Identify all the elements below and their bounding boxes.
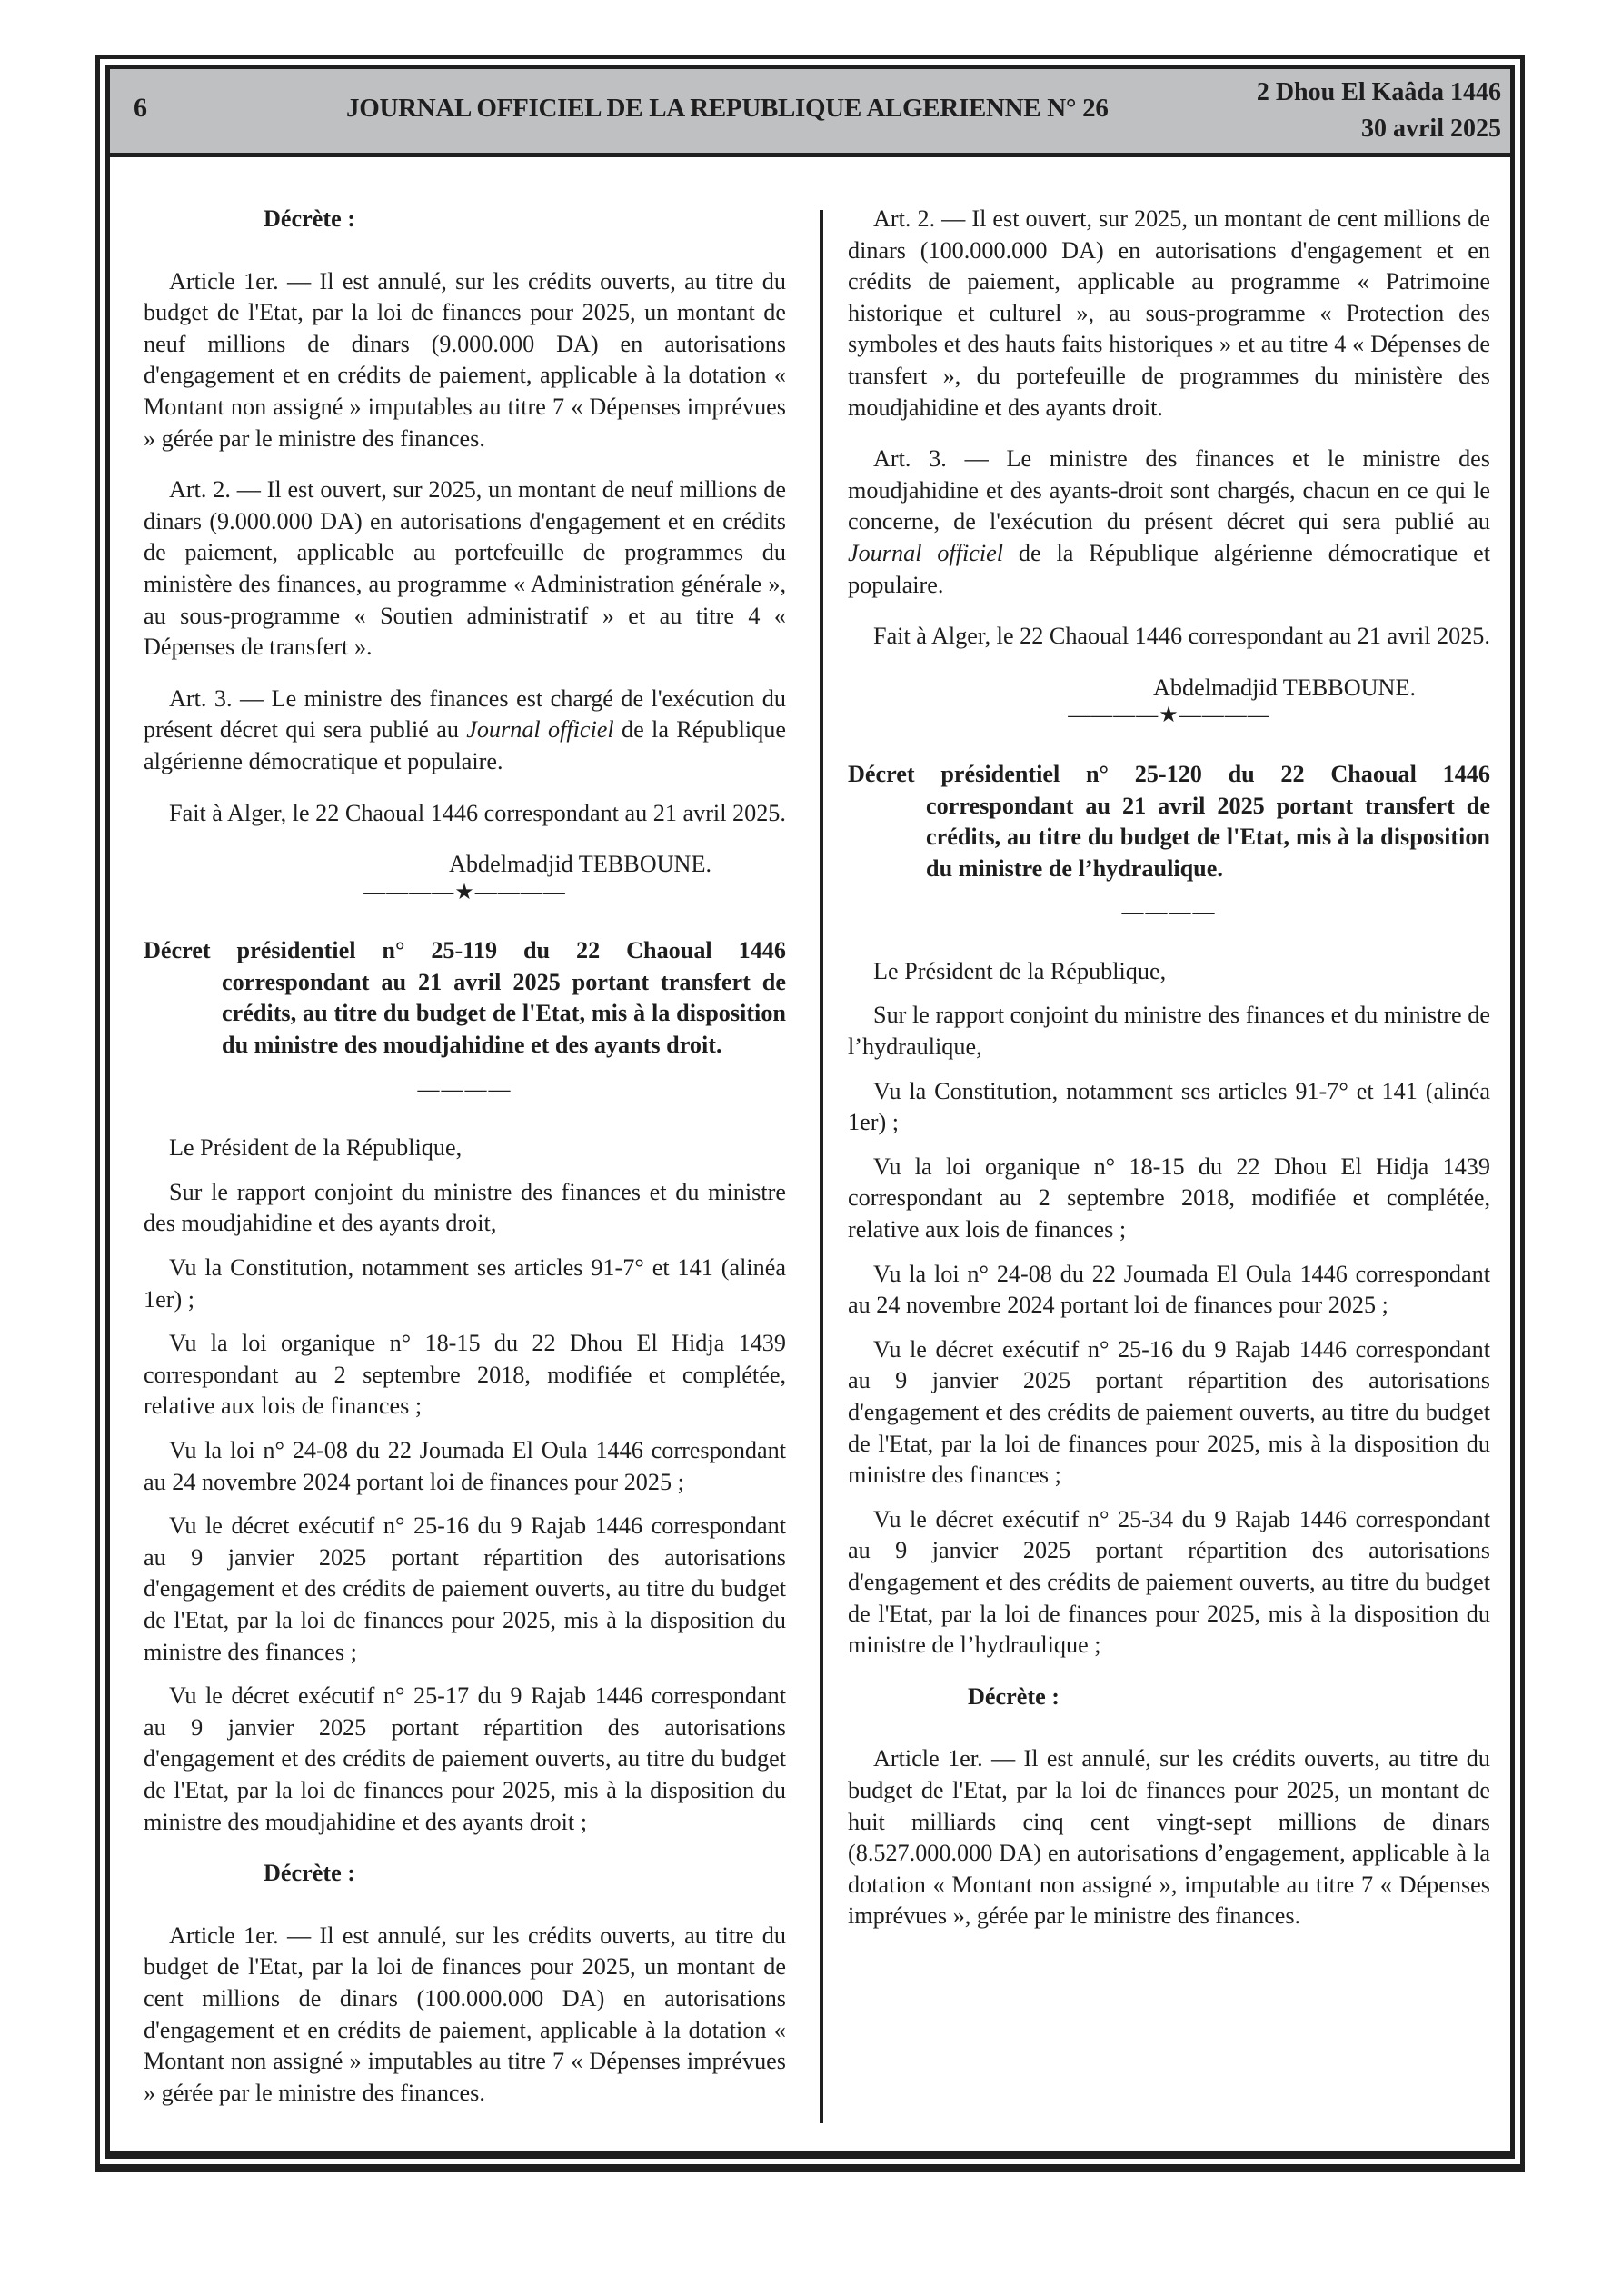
star-separator: ————★———— [363, 880, 566, 904]
issue-date [1257, 75, 1501, 147]
star-separator: ————★———— [1068, 704, 1270, 728]
page-frame-outer [95, 55, 1525, 2172]
fait-a-alger: Fait à Alger, le 22 Chaoual 1446 correspondant au 21 avril 2025. [169, 799, 786, 826]
article-3: Art. 3. — Le ministre des finances est chargé de l'exécution du présent décret qui sera publié au Journal officiel de la République algérienne démocratique et populaire. [144, 684, 786, 774]
article-2: Art. 2. — Il est ouvert, sur 2025, un montant de cent millions de dinars (100.000.000 DA) en autorisations d'engagement et en crédits de paiement, applicable au programme « Patrimoine historique et culturel », au sous-programme « Protection des symboles et des hauts faits historiques » et au titre 4 « Dépenses de transfert », du portefeuille de programmes du ministère des moudjahidine et des ayants droit. [848, 205, 1490, 421]
right-column [848, 204, 1490, 1952]
decree-title-25-119: Décret présidentiel n° 25-119 du 22 Chaoual 1446 correspondant au 21 avril 2025 portant transfert de crédits, au titre du budget de l'Etat, mis à la disposition du ministre des moudjahidine et des ayants droit. [144, 937, 786, 1059]
vu-decret-25-34: Vu le décret exécutif n° 25-34 du 9 Rajab 1446 correspondant au 9 janvier 2025 portant répartition des autorisations d'engagement et des crédits de paiement ouverts, au titre du budget de l'Etat, par la loi de finances pour 2025, mis à la disposition du ministre de l’hydraulique ; [848, 1505, 1490, 1659]
decrete-heading: Décrète : [264, 205, 356, 232]
column-divider [820, 210, 823, 2123]
article-1: Article 1er. — Il est annulé, sur les crédits ouverts, au titre du budget de l'Etat, par la loi de finances pour 2025, un montant de cent millions de dinars (100.000.000 DA) en autorisations d'engagement et en crédits de paiement, applicable à la dotation « Montant non assigné » imputables au titre 7 « Dépenses imprévues » gérée par le ministre des finances. [144, 1922, 786, 2106]
decrete-heading: Décrète : [968, 1682, 1060, 1710]
rapport: Sur le rapport conjoint du ministre des finances et du ministre des moudjahidine et des ayants droit, [144, 1178, 786, 1237]
vu-constitution: Vu la Constitution, notamment ses articles 91-7° et 141 (alinéa 1er) ; [848, 1077, 1490, 1136]
vu-loi-finances: Vu la loi n° 24-08 du 22 Joumada El Oula 1446 correspondant au 24 novembre 2024 portant loi de finances pour 2025 ; [144, 1437, 786, 1495]
president-line: Le Président de la République, [169, 1134, 463, 1162]
signature: Abdelmadjid TEBBOUNE. [449, 851, 712, 878]
vu-loi-organique: Vu la loi organique n° 18-15 du 22 Dhou El Hidja 1439 correspondant au 2 septembre 2018, modifiée et complétée, relative aux lois de finances ; [144, 1330, 786, 1420]
page-frame-inner [105, 65, 1515, 2159]
rapport: Sur le rapport conjoint du ministre des finances et du ministre de l’hydraulique, [848, 1002, 1490, 1061]
journal-officiel-italic: Journal officiel [466, 716, 614, 744]
vu-decret-25-17: Vu le décret exécutif n° 25-17 du 9 Rajab 1446 correspondant au 9 janvier 2025 portant répartition des autorisations d'engagement et des crédits de paiement ouverts, au titre du budget de l'Etat, par la loi de finances pour 2025, mis à la disposition du ministre des moudjahidine et des ayants droit ; [144, 1682, 786, 1835]
article-1: Article 1er. — Il est annulé, sur les crédits ouverts, au titre du budget de l'Etat, par la loi de finances pour 2025, un montant de neuf millions de dinars (9.000.000 DA) en autorisations d'engagement et en crédits de paiement, applicable à la dotation « Montant non assigné » imputables au titre 7 « Dépenses imprévues » gérée par le ministre des finances. [144, 267, 786, 452]
decrete-heading: Décrète : [264, 1860, 356, 1887]
left-column [144, 204, 786, 2129]
date-hijri: 2 Dhou El Kaâda 1446 [1256, 78, 1501, 106]
journal-title: JOURNAL OFFICIEL DE LA REPUBLIQUE ALGERIENNE N° 26 [346, 94, 1109, 123]
vu-loi-finances: Vu la loi n° 24-08 du 22 Joumada El Oula 1446 correspondant au 24 novembre 2024 portant loi de finances pour 2025 ; [848, 1260, 1490, 1319]
page-number: 6 [134, 93, 147, 123]
date-gregorian: 30 avril 2025 [1361, 115, 1501, 143]
journal-officiel-italic: Journal officiel [848, 539, 1004, 566]
vu-decret-25-16: Vu le décret exécutif n° 25-16 du 9 Rajab 1446 correspondant au 9 janvier 2025 portant répartition des autorisations d'engagement et des crédits de paiement ouverts, au titre du budget de l'Etat, par la loi de finances pour 2025, mis à la disposition du ministre des finances ; [144, 1512, 786, 1665]
signature: Abdelmadjid TEBBOUNE. [1153, 674, 1417, 701]
dash-separator: ———— [1121, 901, 1217, 925]
article-3: Art. 3. — Le ministre des finances et le ministre des moudjahidine et des ayants-droit sont chargés, chacun en ce qui le concerne, de l'exécution du présent décret qui sera publié au Journal officiel de la République algérienne démocratique et populaire. [848, 445, 1490, 598]
journal-header [110, 69, 1510, 157]
dash-separator: ———— [417, 1077, 512, 1102]
president-line: Le Président de la République, [873, 957, 1167, 984]
article-2: Art. 2. — Il est ouvert, sur 2025, un montant de neuf millions de dinars (9.000.000 DA) en autorisations d'engagement et en crédits de paiement, applicable au portefeuille de programmes du ministère des finances, au programme « Administration générale », au sous-programme « Soutien administratif » et au titre 4 « Dépenses de transfert ». [144, 476, 786, 661]
vu-constitution: Vu la Constitution, notamment ses articles 91-7° et 141 (alinéa 1er) ; [144, 1254, 786, 1313]
vu-decret-25-16: Vu le décret exécutif n° 25-16 du 9 Rajab 1446 correspondant au 9 janvier 2025 portant répartition des autorisations d'engagement et des crédits de paiement ouverts, au titre du budget de l'Etat, par la loi de finances pour 2025, mis à la disposition du ministre des finances ; [848, 1335, 1490, 1489]
decree-title-25-120: Décret présidentiel n° 25-120 du 22 Chaoual 1446 correspondant au 21 avril 2025 portant transfert de crédits, au titre du budget de l'Etat, mis à la disposition du ministre de l’hydraulique. [848, 760, 1490, 882]
article-1: Article 1er. — Il est annulé, sur les crédits ouverts, au titre du budget de l'Etat, par la loi de finances pour 2025, un montant de huit milliards cinq cent vingt-sept millions de dinars (8.527.000.000 DA) en autorisations d’engagement, applicable à la dotation « Montant non assigné », imputable au titre 7 « Dépenses imprévues », gérée par le ministre des finances. [848, 1745, 1490, 1930]
vu-loi-organique: Vu la loi organique n° 18-15 du 22 Dhou El Hidja 1439 correspondant au 2 septembre 2018, modifiée et complétée, relative aux lois de finances ; [848, 1153, 1490, 1243]
fait-a-alger: Fait à Alger, le 22 Chaoual 1446 correspondant au 21 avril 2025. [873, 623, 1490, 650]
